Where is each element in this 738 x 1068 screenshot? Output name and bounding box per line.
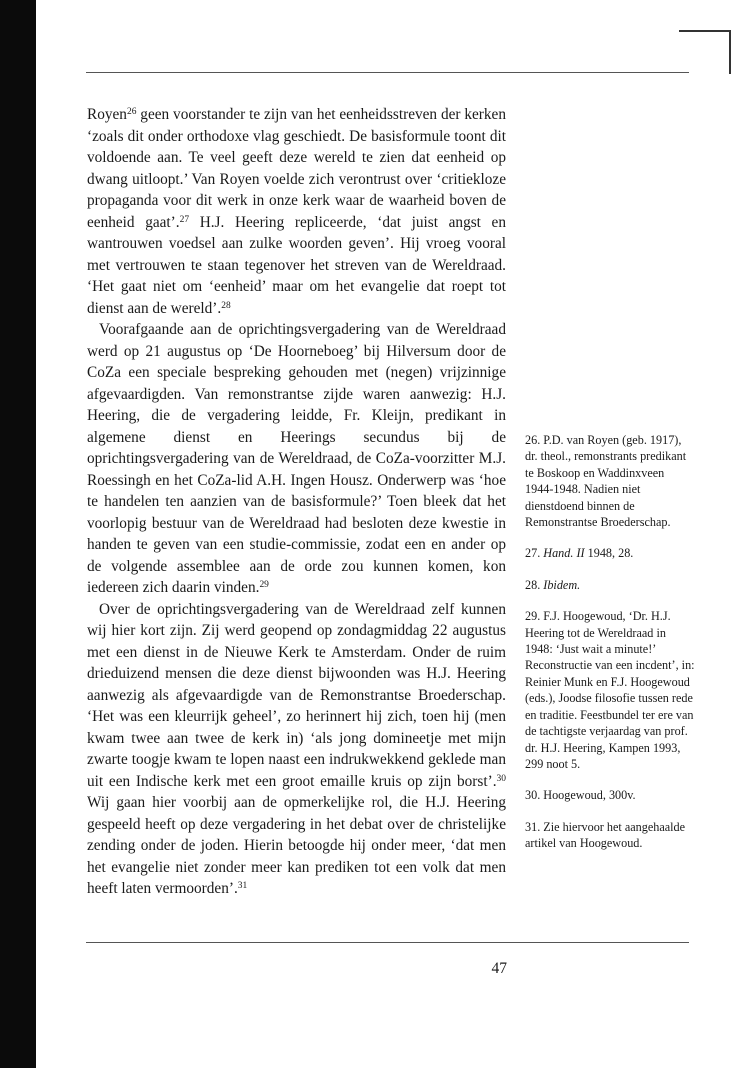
footnote-27: 27. Hand. II 1948, 28. [525, 546, 634, 561]
paragraph-2: Voorafgaande aan de oprichtingsvergadering van de Wereldraad werd op 21 augustus op ‘De Hoorneboeg’ bij Hilversum door de CoZa een speciale bespreking gehouden met (negen) vrijzinnige afgevaardigden. Van remonstrantse zijde waren aanwezig: H.J. Heering, die de vergadering leidde, Fr. Kleijn, predikant in algemene dienst en Heerings secundus bij de oprichtingsvergadering van de Wereldraad, de CoZa-voorzitter M.J. Roessingh en het CoZa-lid A.H. Ingen Housz. Onderwerp was ‘hoe te handelen ten aanzien van de basisformule?’ Toen bleek dat het voorlopig bestuur van de Wereldraad had besloten deze kwestie in handen te geven van een studie-commissie, zodat een en ander op de volgende assemblee aan de orde zou kunnen komen, kon iedereen zich daarin vinden.$^{29}$ [87, 321, 506, 596]
crop-mark [679, 30, 731, 32]
paragraph-3: Over de oprichtingsvergadering van de Wereldraad zelf kunnen wij hier kort zijn. Zij werd geopend op zondagmiddag 22 augustus met een dienst in de Nieuwe Kerk te Amsterdam. Onder de ruim drieduizend mensen die deze dienst bijwoonden was H.J. Heering aanwezig als afgevaardigde van de Remonstrantse Broederschap. ‘Het was een kleurrijk geheel’, zo herinnert hij zich, toen hij (men kwam twee aan twee de kerk in) ‘als jong domineetje met mijn zwarte toogje kwam te lopen naast een indrukwekkend geklede man uit een Indische kerk met een groot emaille kruis op zijn borst’.$^{30}$ Wij gaan hier voorbij aan de opmerkelijke rol, die H.J. Heering gespeeld heeft op deze vergadering in het debat over de christelijke zending onder de joden. Hierin betoogde hij onder meer, ‘dat men het evangelie niet zonder meer kan prediken tot een volk dat men heeft laten vermoorden’.$^{31}$ [87, 600, 506, 897]
footnote-ref: 28 [221, 300, 231, 311]
footnote-28: 28. Ibidem. [525, 577, 581, 592]
footer-rule [86, 942, 689, 943]
footnote-ref: 26 [126, 106, 137, 117]
footnote-30: 30. Hoogewoud, 300v. [525, 788, 636, 803]
footnote-31: 31. Zie hiervoor het aangehaalde artikel van Hoogewoud. [525, 819, 686, 851]
footnote-ref: 30 [496, 773, 506, 784]
footnote-ref: 31 [237, 880, 248, 891]
paragraph-1: Royen$^{26}$ geen voorstander te zijn van het eenheidsstreven der kerken ‘zoals dit onder orthodoxe vlag geschiedt. De basisformule toont dit voldoende aan. Te veel geeft deze wereld te zien dat eenheid op dwang uitloopt.’ Van Royen voelde zich verontrust over ‘critiekloze propaganda voor dit werk in onze kerk waar de waarheid boven de eenheid gaat’.$^{27}$ H.J. Heering repliceerde, ‘dat juist angst en wantrouwen voedsel aan zulke woorden geven’. Hij vroeg vooral met vertrouwen te staan tegenover het streven van de Wereldraad. ‘Het gaat niet om ‘eenheid’ maar om het evangelie dat roept tot dienst aan de wereld’.$^{28}$ [87, 106, 506, 317]
footnotes-column [525, 432, 695, 867]
scan-edge-bar [0, 0, 36, 1068]
footnote-29: 29. F.J. Hoogewoud, ‘Dr. H.J. Heering tot de Wereldraad in 1948: ‘Just wait a minute!’ Reconstructie van een incdent’, in: Reinier Munk en F.J. Hoogewoud (eds.), Joodse filosofie tussen rede en traditie. Feestbundel ter ere van de tachtigste verjaardag van prof. dr. H.J. Heering, Kampen 1993, 299 noot 5. [525, 609, 695, 771]
page-number: 47 [491, 960, 507, 977]
header-rule [86, 72, 689, 73]
footnote-26: 26. P.D. van Royen (geb. 1917), dr. theol., remonstrants predikant te Boskoop en Waddinxveen 1944-1948. Nadien niet dienstdoend binnen de Remonstrantse Broederschap. [525, 433, 687, 530]
italic-text: Ibidem. [543, 577, 581, 592]
main-text-column [87, 104, 506, 900]
italic-text: Hand. II [543, 546, 585, 561]
footnote-ref: 27 [179, 214, 190, 225]
footnote-ref: 29 [259, 579, 269, 590]
crop-mark [729, 30, 731, 74]
